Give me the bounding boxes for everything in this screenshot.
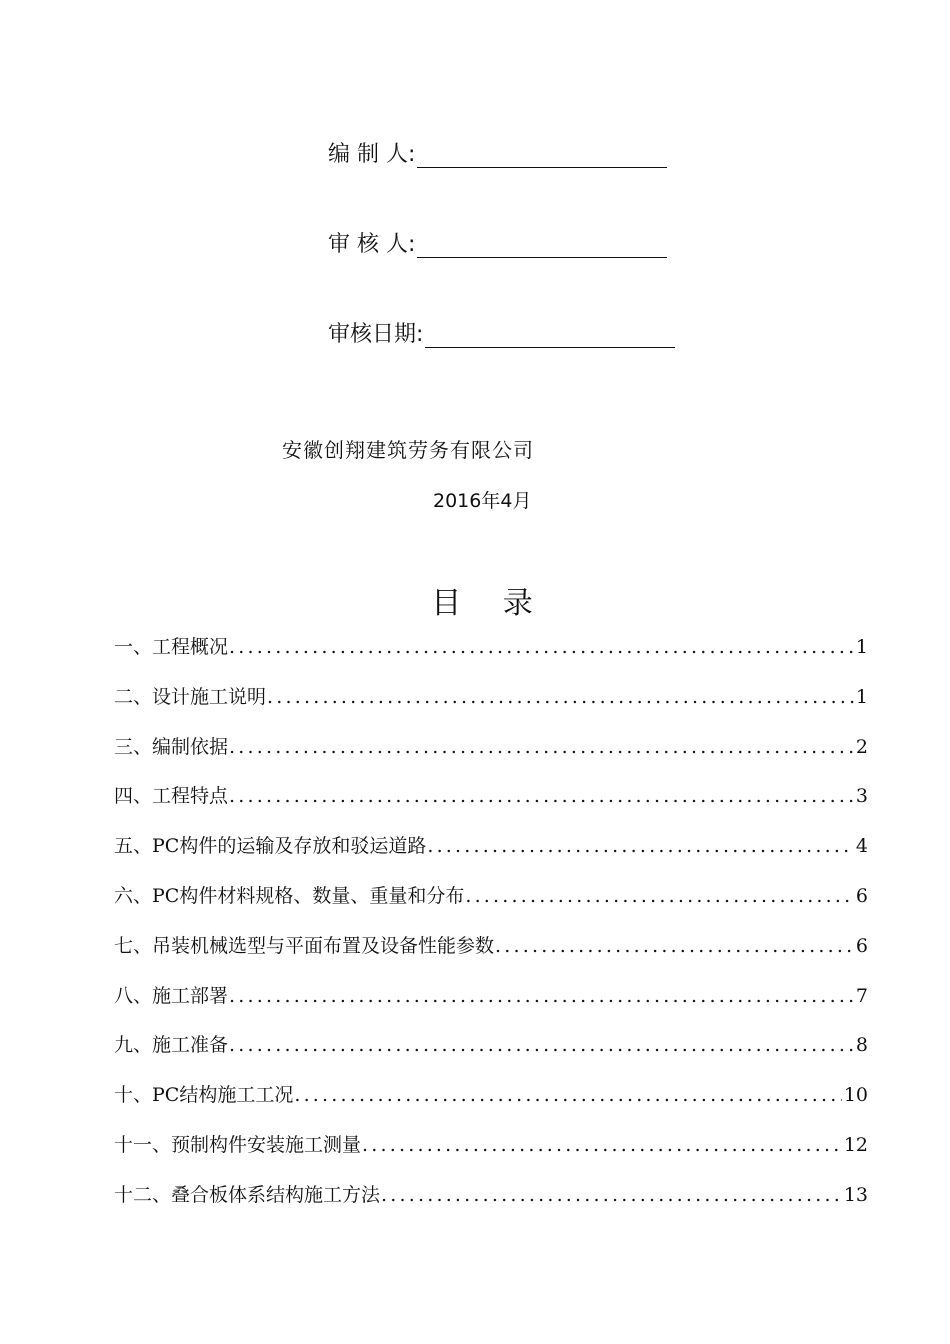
toc-leader-dots	[427, 831, 854, 861]
review-date-row	[328, 314, 675, 348]
reviewer-label: 审 核 人:	[328, 232, 416, 257]
toc-leader-dots	[267, 682, 854, 712]
toc-leader-dots	[229, 781, 854, 811]
toc-leader-dots	[381, 1180, 842, 1210]
toc-item[interactable]	[114, 931, 868, 981]
toc-item-page: 1	[855, 636, 868, 658]
toc-item-text: 九、施工准备	[114, 1034, 229, 1057]
toc-leader-dots	[229, 1030, 854, 1060]
toc-item-page: 6	[855, 884, 868, 907]
toc-item[interactable]	[114, 981, 868, 1031]
toc-item-text: 五、PC构件的运输及存放和驳运道路	[114, 835, 427, 858]
toc-item-text: 八、施工部署	[114, 984, 229, 1007]
toc-item-text: 十一、预制构件安装施工测量	[114, 1133, 362, 1156]
toc-item[interactable]	[114, 881, 868, 931]
toc-leader-dots	[495, 931, 854, 961]
toc-item-page: 1	[855, 685, 868, 708]
reviewer-signature-line	[417, 231, 667, 258]
toc-item-text: 十、PC结构施工工况	[114, 1084, 294, 1107]
compiler-signature-line	[417, 141, 667, 168]
toc-item-page: 13	[843, 1183, 868, 1206]
toc-item-text: 一、工程概况	[114, 636, 229, 658]
toc-item-page: 3	[855, 785, 868, 808]
toc-item[interactable]	[114, 632, 868, 682]
toc-item[interactable]	[114, 732, 868, 782]
toc-item[interactable]	[114, 682, 868, 732]
compiler-label: 编 制 人:	[328, 142, 416, 167]
review-date-label: 审核日期:	[328, 322, 424, 347]
toc-item-text: 七、吊装机械选型与平面布置及设备性能参数	[114, 934, 495, 957]
toc-item[interactable]	[114, 1180, 868, 1230]
reviewer-signature-row	[328, 224, 667, 258]
toc-item-page: 4	[855, 835, 868, 858]
toc-leader-dots	[294, 1080, 841, 1110]
company-name: 安徽创翔建筑劳务有限公司	[282, 438, 534, 462]
toc-title: 目 录	[431, 586, 549, 621]
review-date-line	[425, 321, 675, 348]
toc-item-text: 十二、叠合板体系结构施工方法	[114, 1183, 381, 1206]
toc-item[interactable]	[114, 1080, 868, 1130]
toc-item-page: 12	[843, 1133, 868, 1156]
toc-item[interactable]	[114, 1130, 868, 1180]
toc-item-page: 2	[855, 735, 868, 758]
toc-item[interactable]	[114, 781, 868, 831]
toc-item-text: 二、设计施工说明	[114, 685, 267, 708]
toc-item[interactable]	[114, 1030, 868, 1080]
compiler-signature-row	[328, 134, 667, 168]
toc-item-page: 8	[855, 1034, 868, 1057]
table-of-contents	[114, 632, 868, 1230]
toc-item-page: 6	[855, 934, 868, 957]
toc-item-text: 六、PC构件材料规格、数量、重量和分布	[114, 884, 465, 907]
toc-leader-dots	[229, 981, 854, 1011]
toc-item[interactable]	[114, 831, 868, 881]
toc-item-text: 三、编制依据	[114, 735, 229, 758]
document-date: 2016年4月	[433, 490, 532, 512]
toc-leader-dots	[229, 632, 854, 662]
toc-item-text: 四、工程特点	[114, 785, 229, 808]
toc-leader-dots	[362, 1130, 842, 1160]
toc-leader-dots	[465, 881, 854, 911]
toc-item-page: 10	[843, 1084, 868, 1107]
toc-leader-dots	[229, 732, 854, 762]
toc-item-page: 7	[855, 984, 868, 1007]
